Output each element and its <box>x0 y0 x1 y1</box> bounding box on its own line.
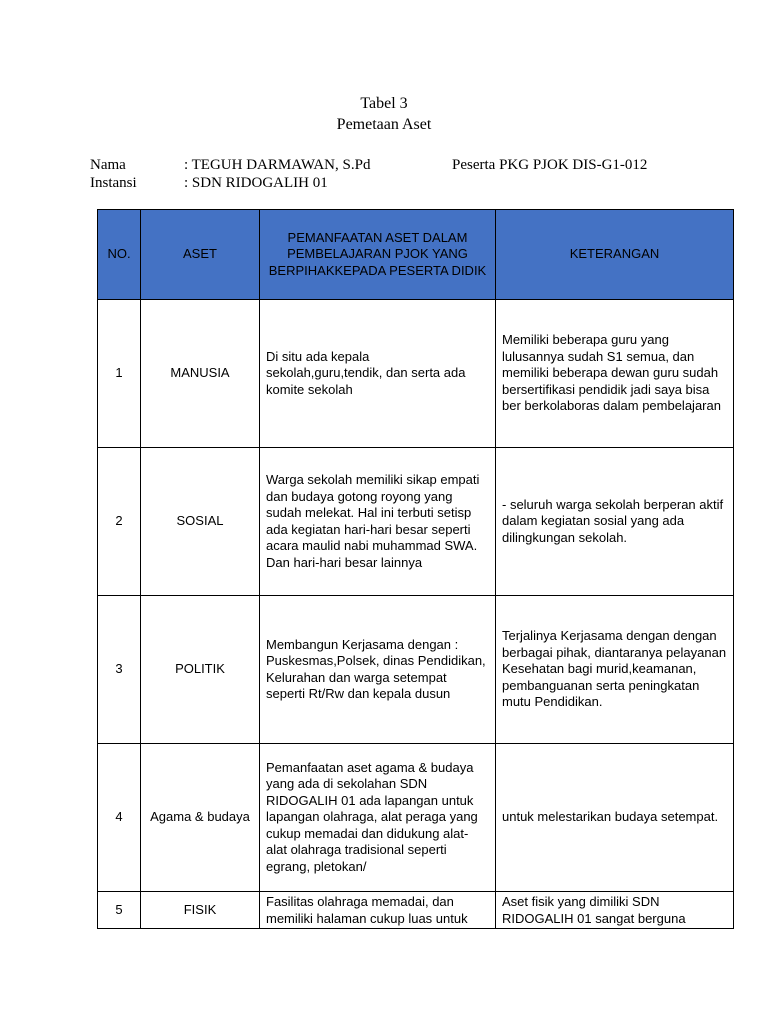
instansi-label: Instansi <box>90 175 137 191</box>
cell-aset: SOSIAL <box>141 448 260 596</box>
cell-keterangan: untuk melestarikan budaya setempat. <box>496 744 734 892</box>
cell-aset: POLITIK <box>141 596 260 744</box>
cell-no: 4 <box>98 744 141 892</box>
header-pemanfaatan: PEMANFAATAN ASET DALAM PEMBELAJARAN PJOK YANG BERPIHAKKEPADA PESERTA DIDIK <box>260 210 496 300</box>
cell-pemanfaatan: Fasilitas olahraga memadai, dan memiliki halaman cukup luas untuk <box>260 892 496 929</box>
table-number: Tabel 3 <box>360 95 408 112</box>
cell-pemanfaatan: Di situ ada kepala sekolah,guru,tendik, dan serta ada komite sekolah <box>260 300 496 448</box>
cell-no: 3 <box>98 596 141 744</box>
table-row <box>98 892 734 929</box>
cell-aset: Agama & budaya <box>141 744 260 892</box>
table-row <box>98 744 734 892</box>
cell-keterangan: Terjalinya Kerjasama dengan dengan berbagai pihak, diantaranya pelayanan Kesehatan bagi murid,keamanan, pembanguanan serta peningkatan mutu Pendidikan. <box>496 596 734 744</box>
cell-no: 1 <box>98 300 141 448</box>
peserta-code: Peserta PKG PJOK DIS-G1-012 <box>452 157 648 173</box>
cell-keterangan: Aset fisik yang dimiliki SDN RIDOGALIH 01 sangat berguna <box>496 892 734 929</box>
header-keterangan: KETERANGAN <box>496 210 734 300</box>
cell-pemanfaatan: Membangun Kerjasama dengan : Puskesmas,Polsek, dinas Pendidikan, Kelurahan dan warga setempat seperti Rt/Rw dan kepala dusun <box>260 596 496 744</box>
cell-keterangan: - seluruh warga sekolah berperan aktif dalam kegiatan sosial yang ada dilingkungan sekolah. <box>496 448 734 596</box>
cell-no: 5 <box>98 892 141 929</box>
cell-aset: FISIK <box>141 892 260 929</box>
cell-pemanfaatan: Pemanfaatan aset agama & budaya yang ada di sekolahan SDN RIDOGALIH 01 ada lapangan untuk lapangan olahraga, alat peraga yang cukup memadai dan didukung alat-alat olahraga tradisional seperti egrang, pletokan/ <box>260 744 496 892</box>
nama-label: Nama <box>90 157 126 173</box>
table-row <box>98 448 734 596</box>
table-header-row <box>98 210 734 300</box>
asset-mapping-table <box>97 209 734 929</box>
instansi-value: : SDN RIDOGALIH 01 <box>184 175 328 191</box>
cell-aset: MANUSIA <box>141 300 260 448</box>
cell-no: 2 <box>98 448 141 596</box>
nama-value: : TEGUH DARMAWAN, S.Pd <box>184 157 371 173</box>
table-row <box>98 596 734 744</box>
header-no: NO. <box>98 210 141 300</box>
cell-keterangan: Memiliki beberapa guru yang lulusannya sudah S1 semua, dan memiliki beberapa dewan guru sudah bersertifikasi pendidik jadi saya bisa ber berkolaboras dalam pembelajaran <box>496 300 734 448</box>
cell-pemanfaatan: Warga sekolah memiliki sikap empati dan budaya gotong royong yang sudah melekat. Hal ini terbuti setisp ada kegiatan hari-hari besar seperti acara maulid nabi muhammad SWA. Dan hari-hari besar lainnya <box>260 448 496 596</box>
header-aset: ASET <box>141 210 260 300</box>
document-title: Pemetaan Aset <box>336 116 432 133</box>
table-row <box>98 300 734 448</box>
